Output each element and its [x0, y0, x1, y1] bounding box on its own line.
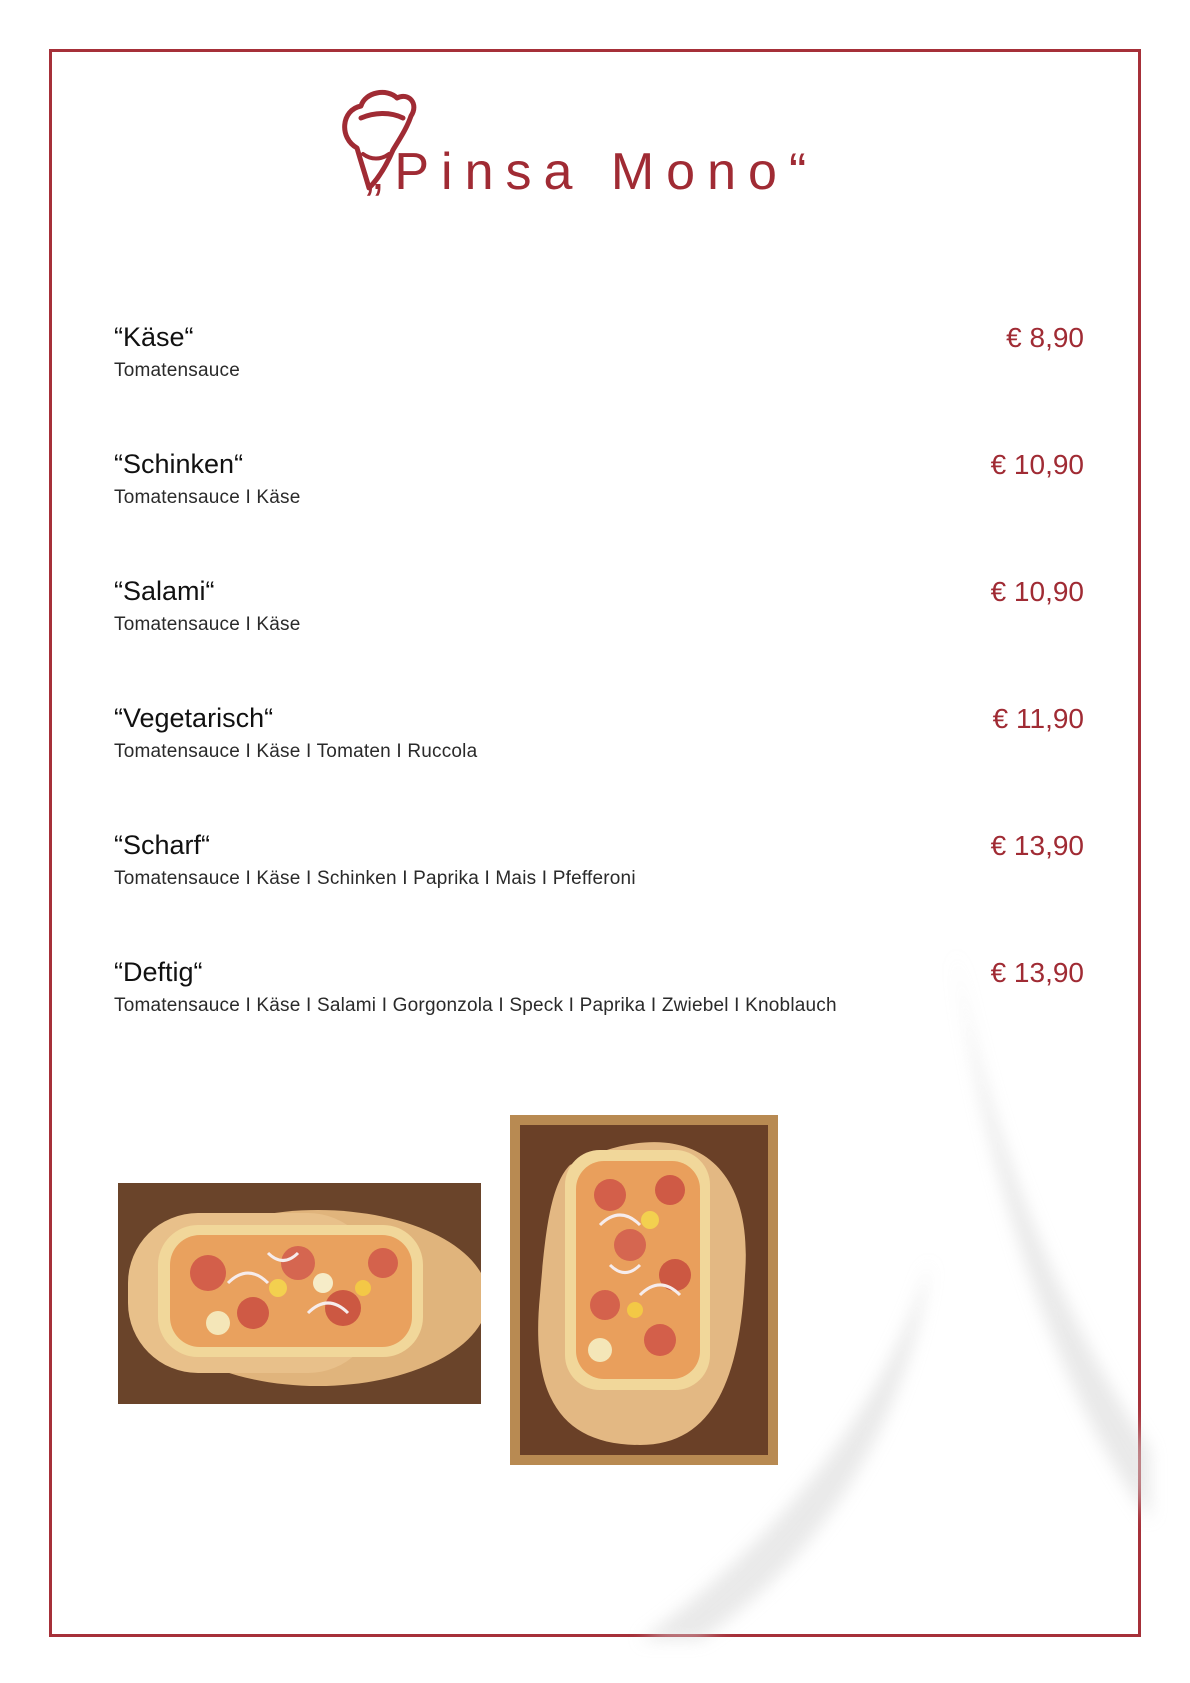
menu-item	[114, 830, 1084, 910]
menu-item	[114, 576, 1084, 656]
menu-item-price: € 13,90	[990, 830, 1084, 861]
menu-item-description: Tomatensauce I Käse I Tomaten I Ruccola	[114, 741, 478, 762]
brand-name-text: Pinsa Mono	[394, 143, 789, 201]
menu-item-description: Tomatensauce I Käse I Salami I Gorgonzola I Speck I Paprika I Zwiebel I Knoblauch	[114, 995, 837, 1016]
menu-item-name: “Käse“	[114, 322, 194, 352]
menu-item-name: “Schinken“	[114, 449, 244, 479]
menu-item-price: € 10,90	[990, 449, 1084, 480]
menu-item	[114, 957, 1084, 1037]
menu-item-name: “Salami“	[114, 576, 215, 606]
menu-item-name: “Scharf“	[114, 830, 211, 860]
menu-item-description: Tomatensauce	[114, 360, 240, 381]
brand-open-quote: „	[365, 143, 395, 201]
pizza-photo	[118, 1183, 481, 1404]
brand-close-quote: “	[788, 143, 819, 201]
menu-item-description: Tomatensauce I Käse I Schinken I Paprika I Mais I Pfefferoni	[114, 868, 636, 889]
menu-item-description: Tomatensauce I Käse	[114, 614, 301, 635]
brand-logo	[335, 80, 855, 220]
menu-item-price: € 11,90	[992, 703, 1084, 734]
menu-item-name: “Vegetarisch“	[114, 703, 274, 733]
menu-item-price: € 10,90	[990, 576, 1084, 607]
menu-item-description: Tomatensauce I Käse	[114, 487, 301, 508]
menu-item	[114, 449, 1084, 529]
menu-item	[114, 703, 1084, 783]
brand-name	[365, 142, 818, 202]
menu-item-price: € 8,90	[1006, 322, 1084, 353]
pizza-photo	[510, 1115, 778, 1465]
menu-item-name: “Deftig“	[114, 957, 203, 987]
menu-item-price: € 13,90	[990, 957, 1084, 988]
menu-item	[114, 322, 1084, 402]
